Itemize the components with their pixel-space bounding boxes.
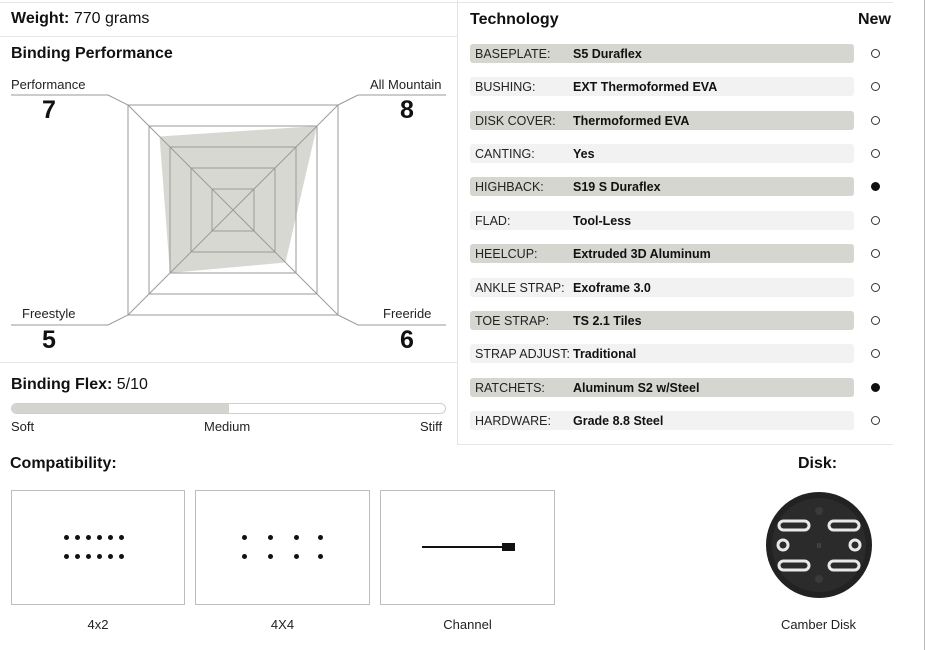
divider [0, 362, 458, 363]
tech-row-hardware [470, 411, 854, 430]
radar-leader-line [11, 95, 128, 105]
tech-key: STRAP ADJUST: [475, 347, 570, 361]
axis-value-performance: 7 [42, 96, 56, 124]
flex-value: 5/10 [116, 376, 148, 393]
performance-radar-chart [0, 80, 458, 340]
tech-row-strap-adjust [470, 344, 854, 363]
tech-value: Exoframe 3.0 [573, 281, 651, 295]
left-panel [0, 0, 458, 445]
weight-row [11, 10, 149, 28]
tech-row-ratchets [470, 378, 854, 397]
tech-value: S19 S Duraflex [573, 180, 661, 194]
camber-disk-icon [765, 491, 873, 599]
compat-label-4x2: 4x2 [87, 617, 109, 632]
4x2-hole-pattern-icon [11, 490, 185, 605]
compat-label-channel: Channel [443, 617, 492, 632]
tech-key: BUSHING: [475, 80, 536, 94]
tech-key: CANTING: [475, 147, 535, 161]
tech-value: Tool-Less [573, 214, 632, 228]
tech-key: FLAD: [475, 214, 511, 228]
tech-row-toe-strap [470, 311, 854, 330]
tech-row-flad [470, 211, 854, 230]
new-indicator-icon [871, 349, 880, 358]
tech-row-heelcup [470, 244, 854, 263]
flex-scale-soft: Soft [11, 419, 35, 434]
tech-row-highback [470, 177, 854, 196]
new-indicator-icon [871, 249, 880, 258]
new-indicator-icon [871, 383, 880, 392]
divider [0, 36, 458, 37]
channel-mount-icon [380, 490, 555, 605]
tech-value: Aluminum S2 w/Steel [573, 381, 700, 395]
tech-value: TS 2.1 Tiles [573, 314, 642, 328]
tech-row-ankle-strap [470, 278, 854, 297]
axis-label-performance: Performance [11, 77, 86, 92]
technology-title: Technology [470, 11, 559, 28]
tech-key: BASEPLATE: [475, 47, 551, 61]
new-indicator-icon [871, 116, 880, 125]
tech-key: RATCHETS: [475, 381, 545, 395]
axis-value-freestyle: 5 [42, 326, 56, 354]
tech-value: EXT Thermoformed EVA [573, 80, 718, 94]
axis-label-freeride: Freeride [383, 306, 432, 321]
tech-key: TOE STRAP: [475, 314, 550, 328]
new-indicator-icon [871, 49, 880, 58]
tech-row-baseplate [470, 44, 854, 63]
tech-row-canting [470, 144, 854, 163]
axis-value-all-mountain: 8 [400, 96, 414, 124]
divider [458, 444, 893, 445]
tech-row-disk-cover [470, 111, 854, 130]
tech-value: Traditional [573, 347, 637, 361]
axis-value-freeride: 6 [400, 326, 414, 354]
weight-value: 770 grams [73, 10, 150, 27]
compatibility-title: Compatibility: [10, 455, 117, 472]
performance-title: Binding Performance [11, 45, 173, 62]
tech-value: Thermoformed EVA [573, 114, 690, 128]
disk-title: Disk: [798, 455, 838, 472]
tech-key: HARDWARE: [475, 414, 551, 428]
page-right-border [924, 0, 925, 650]
flex-scale-stiff: Stiff [420, 419, 443, 434]
disk-label: Camber Disk [780, 617, 857, 632]
tech-row-bushing [470, 77, 854, 96]
flex-bar-fill [12, 404, 229, 413]
new-indicator-icon [871, 82, 880, 91]
flex-scale-medium: Medium [204, 419, 251, 434]
new-indicator-icon [871, 316, 880, 325]
axis-label-freestyle: Freestyle [22, 306, 76, 321]
tech-value: Extruded 3D Aluminum [573, 247, 711, 261]
weight-label: Weight: [11, 10, 70, 27]
flex-bar [11, 403, 446, 414]
tech-value: Yes [573, 147, 595, 161]
flex-row [11, 376, 148, 394]
radar-leader-line [11, 315, 128, 325]
new-column-header: New [858, 11, 891, 28]
4x4-hole-pattern-icon [195, 490, 370, 605]
tech-value: Grade 8.8 Steel [573, 414, 664, 428]
tech-key: DISK COVER: [475, 114, 556, 128]
flex-label: Binding Flex: [11, 376, 113, 393]
tech-key: HIGHBACK: [475, 180, 544, 194]
new-indicator-icon [871, 216, 880, 225]
axis-label-all-mountain: All Mountain [370, 77, 442, 92]
new-indicator-icon [871, 283, 880, 292]
tech-key: HEELCUP: [475, 247, 538, 261]
svg-text:II: II [816, 542, 822, 550]
tech-value: S5 Duraflex [573, 47, 642, 61]
new-indicator-icon [871, 182, 880, 191]
radar-leader-line [338, 315, 446, 325]
new-indicator-icon [871, 416, 880, 425]
new-indicator-icon [871, 149, 880, 158]
radar-data-area [160, 126, 318, 273]
compat-label-4x4: 4X4 [270, 617, 295, 632]
radar-leader-line [338, 95, 446, 105]
tech-key: ANKLE STRAP: [475, 281, 565, 295]
